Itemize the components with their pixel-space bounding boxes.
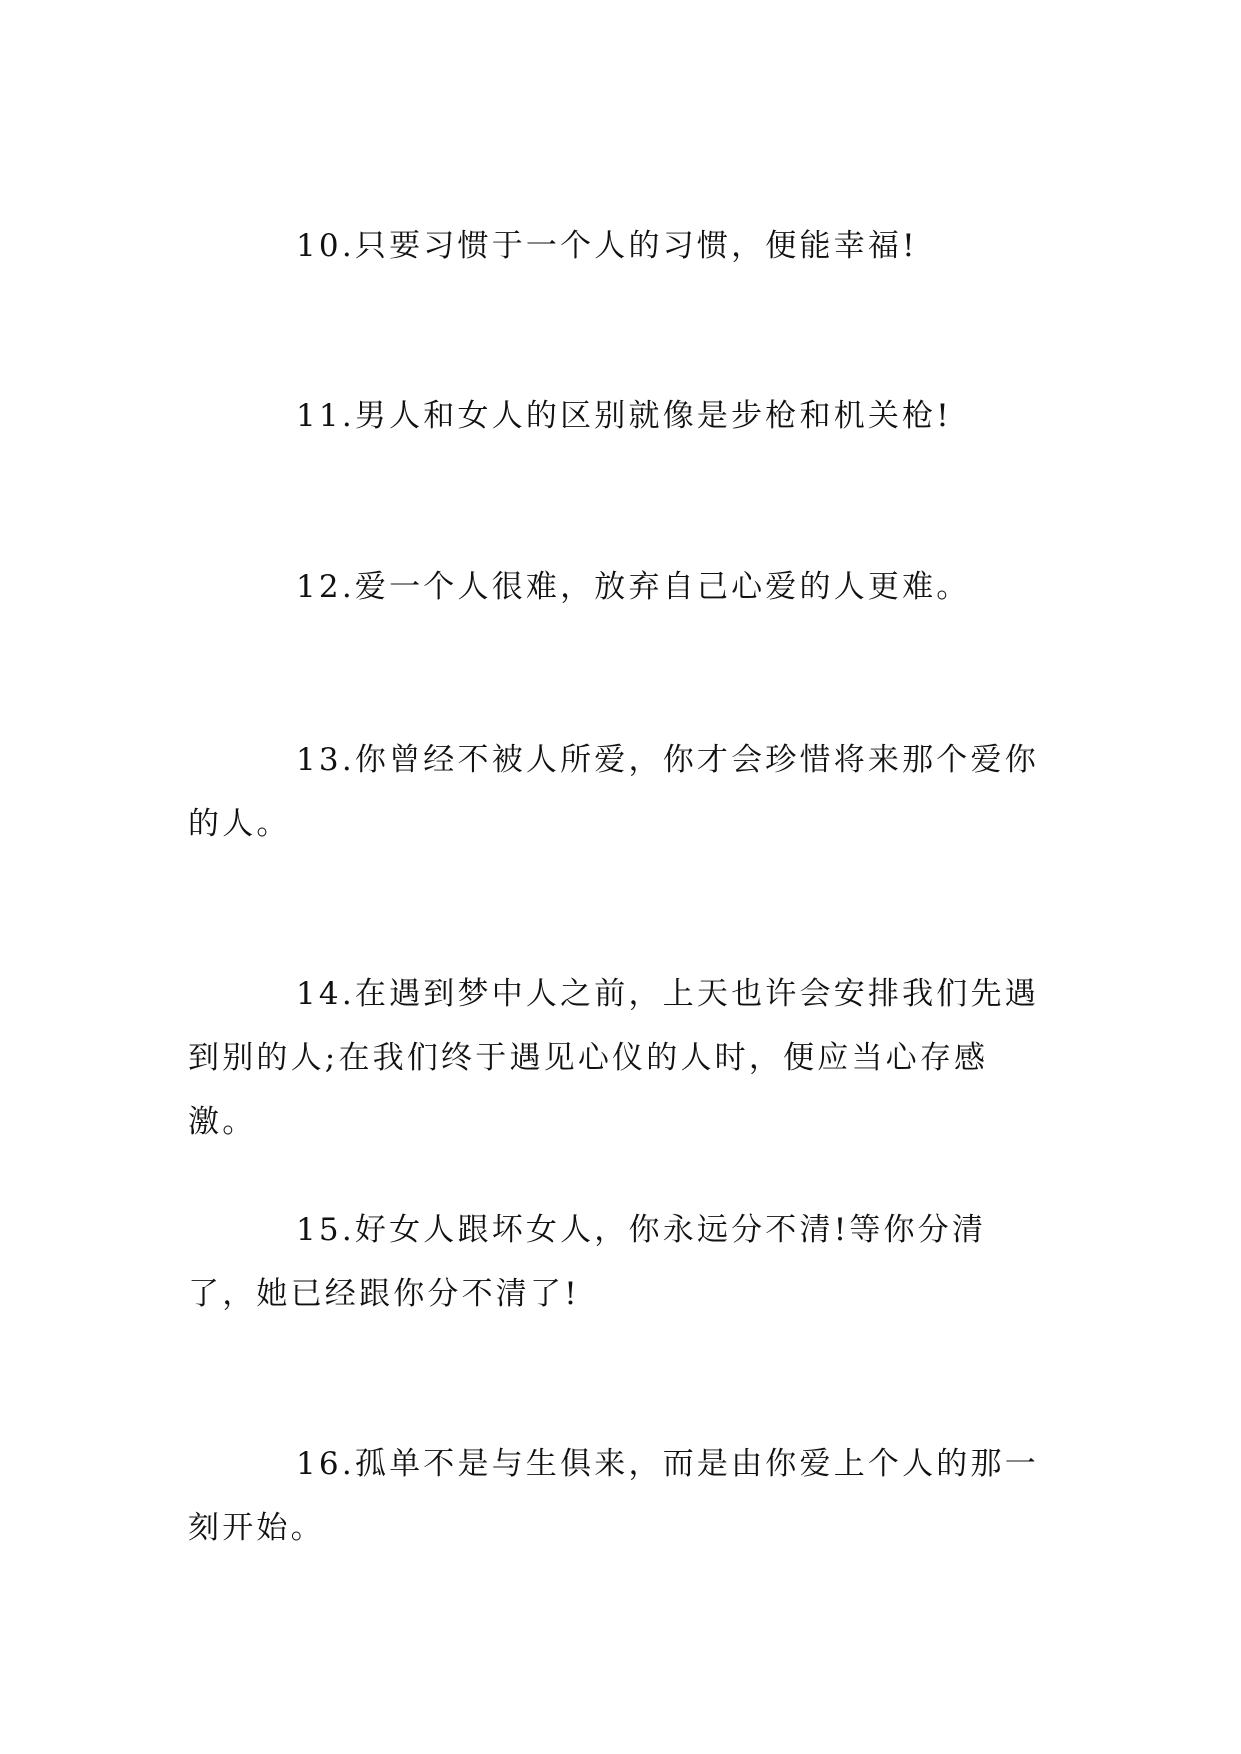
paragraph-12: 12.爱一个人很难，放弃自己心爱的人更难。 (296, 569, 971, 605)
paragraph-16: 16.孤单不是与生俱来，而是由你爱上个人的那一刻开始。 (188, 1446, 1039, 1546)
paragraph-13: 13.你曾经不被人所爱，你才会珍惜将来那个爱你的人。 (188, 742, 1039, 842)
paragraph-11: 11.男人和女人的区别就像是步枪和机关枪! (296, 398, 952, 434)
paragraph-14: 14.在遇到梦中人之前，上天也许会安排我们先遇到别的人;在我们终于遇见心仪的人时，便应当心存感激。 (188, 976, 1039, 1140)
paragraph-10: 10.只要习惯于一个人的习惯，便能幸福! (296, 228, 918, 264)
paragraph-15: 15.好女人跟坏女人，你永远分不清!等你分清了，她已经跟你分不清了! (188, 1212, 987, 1312)
